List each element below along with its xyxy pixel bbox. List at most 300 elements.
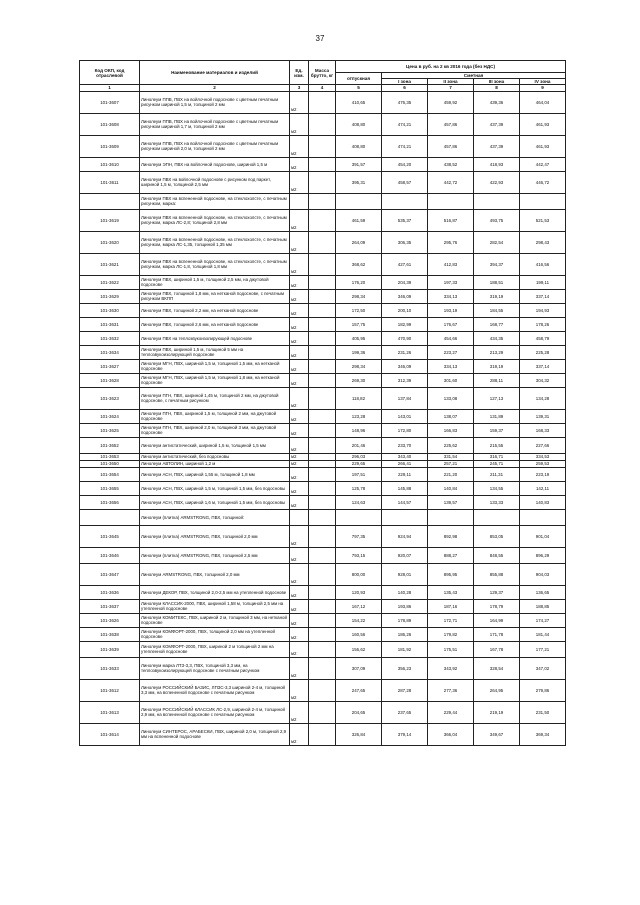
row-zone1: 266,41 xyxy=(382,460,428,467)
row-release: 176,20 xyxy=(336,275,382,289)
header-code: Код ОКП, код отраслевой xyxy=(80,61,140,85)
row-zone4: 140,83 xyxy=(520,495,566,509)
row-code: 101-3631 xyxy=(80,317,140,331)
row-zone2: 138,07 xyxy=(428,409,474,423)
row-zone2: 225,62 xyxy=(428,437,474,453)
row-zone1: 140,28 xyxy=(382,585,428,599)
row-zone2: 895,95 xyxy=(428,563,474,585)
row-unit: м2 xyxy=(290,657,309,679)
row-zone1: 186,26 xyxy=(382,627,428,641)
row-name: Линолеум ПГН, ПВХ, шириной 1,45 м, толщиной 2 мм, на джутовой подоснове, с печатным рисунком xyxy=(140,387,290,409)
row-zone1: 144,57 xyxy=(382,495,428,509)
row-name: Линолеум ПВХ, шириной 1,5 м, толщиной 5 мм на теплозвукоизолирующей подоснове xyxy=(140,345,290,359)
row-unit: м2 xyxy=(290,91,309,113)
row-unit: м2 xyxy=(290,289,309,303)
row-zone2: 334,13 xyxy=(428,359,474,373)
table-row xyxy=(80,317,566,331)
table-row xyxy=(80,679,566,701)
row-zone3: 159,37 xyxy=(474,423,520,437)
row-zone3: 215,55 xyxy=(474,437,520,453)
table-row xyxy=(80,409,566,423)
column-index: 5 xyxy=(336,85,382,91)
row-unit: м2 xyxy=(290,157,309,171)
table-row xyxy=(80,193,566,209)
row-name: Линолеум ППВ, ПВХ на войлочной подоснове с цветным печатным рисунком шириной 1,7 м, толщиной 2 мм xyxy=(140,113,290,135)
row-zone4: 347,02 xyxy=(520,657,566,679)
row-release: 298,34 xyxy=(336,289,382,303)
row-unit: м2 xyxy=(290,303,309,317)
row-release: 405,95 xyxy=(336,331,382,345)
row-release: 154,22 xyxy=(336,613,382,627)
row-zone4: 142,11 xyxy=(520,481,566,495)
table-row xyxy=(80,303,566,317)
row-zone3: 164,99 xyxy=(474,613,520,627)
row-unit: м2 xyxy=(290,253,309,275)
row-code xyxy=(80,193,140,209)
row-zone4: 178,26 xyxy=(520,317,566,331)
row-zone1: 920,07 xyxy=(382,547,428,563)
row-zone4: 442,47 xyxy=(520,157,566,171)
row-mass xyxy=(309,467,336,481)
row-zone3: 127,13 xyxy=(474,387,520,409)
row-mass xyxy=(309,409,336,423)
row-zone3: 437,39 xyxy=(474,135,520,157)
row-unit: м2 xyxy=(290,409,309,423)
table-row xyxy=(80,113,566,135)
row-zone1: 535,37 xyxy=(382,209,428,231)
row-zone2: 442,72 xyxy=(428,171,474,193)
row-zone2: 197,33 xyxy=(428,275,474,289)
row-zone1: 356,23 xyxy=(382,657,428,679)
row-release: 157,75 xyxy=(336,317,382,331)
row-code: 101-3656 xyxy=(80,495,140,509)
row-mass xyxy=(309,209,336,231)
row-zone2: 412,83 xyxy=(428,253,474,275)
row-code: 101-3628 xyxy=(80,373,140,387)
row-mass xyxy=(309,423,336,437)
row-release: 120,93 xyxy=(336,585,382,599)
row-zone4: 521,53 xyxy=(520,209,566,231)
row-zone1: 379,14 xyxy=(382,723,428,745)
row-zone1 xyxy=(382,509,428,525)
row-zone1: 928,01 xyxy=(382,563,428,585)
header-zone3: III зона xyxy=(474,79,520,85)
row-name: Линолеум ПВХ, толщиной 2,2 мм, на нетканой подоснове xyxy=(140,303,290,317)
row-unit: м2 xyxy=(290,723,309,745)
row-release: 148,96 xyxy=(336,423,382,437)
row-code: 101-3614 xyxy=(80,723,140,745)
row-mass xyxy=(309,547,336,563)
table-row xyxy=(80,563,566,585)
row-name: Линолеум (плитка) ARMSTRONG, ПВХ, толщиной 2,5 мм xyxy=(140,547,290,563)
row-mass xyxy=(309,627,336,641)
row-zone3: 264,95 xyxy=(474,679,520,701)
table-row xyxy=(80,289,566,303)
row-mass xyxy=(309,679,336,701)
row-name: Линолеум ЭПН, ПВХ на войлочной подоснове, шириной 1,5 м xyxy=(140,157,290,171)
row-zone4: 259,53 xyxy=(520,460,566,467)
table-body xyxy=(80,91,566,745)
row-zone1: 346,09 xyxy=(382,289,428,303)
row-unit: м2 xyxy=(290,641,309,657)
column-index: 8 xyxy=(474,85,520,91)
row-name: Линолеум марка ЛТЗ-3,3, ПВХ, толщиной 3,3 мм, на теплозвукоизолирующей подоснове с печатным рисунком xyxy=(140,657,290,679)
row-zone4: 464,04 xyxy=(520,91,566,113)
row-unit: м2 xyxy=(290,627,309,641)
column-index: 9 xyxy=(520,85,566,91)
row-zone2: 457,86 xyxy=(428,113,474,135)
row-zone3: 168,77 xyxy=(474,317,520,331)
row-name: Линолеум ПВХ, толщиной 1,8 мм, на нетканой подоснове, с печатным рисунком ВКПП xyxy=(140,289,290,303)
row-mass xyxy=(309,613,336,627)
row-name: Линолеум КОМФОРТ-2000, ПВХ, толщиной 2,0 мм на утепленной подоснове xyxy=(140,627,290,641)
row-release: 793,15 xyxy=(336,547,382,563)
row-zone4: 231,50 xyxy=(520,701,566,723)
row-mass xyxy=(309,359,336,373)
header-zone1: I зона xyxy=(382,79,428,85)
row-zone2: 229,44 xyxy=(428,701,474,723)
row-zone4 xyxy=(520,509,566,525)
table-row xyxy=(80,613,566,627)
row-zone2: 516,87 xyxy=(428,209,474,231)
row-zone4: 416,56 xyxy=(520,253,566,275)
row-release: 296,03 xyxy=(336,453,382,460)
row-release: 797,35 xyxy=(336,525,382,547)
row-code: 101-3619 xyxy=(80,209,140,231)
row-code: 101-3620 xyxy=(80,231,140,253)
row-zone4: 134,28 xyxy=(520,387,566,409)
row-code: 101-3650 xyxy=(80,460,140,467)
row-zone2: 223,27 xyxy=(428,345,474,359)
row-zone1: 137,84 xyxy=(382,387,428,409)
row-zone3 xyxy=(474,509,520,525)
row-zone4: 227,66 xyxy=(520,437,566,453)
row-zone2: 457,86 xyxy=(428,135,474,157)
row-zone1: 343,40 xyxy=(382,453,428,460)
row-zone4: 194,93 xyxy=(520,303,566,317)
row-mass xyxy=(309,509,336,525)
row-unit: м2 xyxy=(290,467,309,481)
row-name: Линолеум МГН, ПВХ, шириной 1,5 м, толщиной 1,8 мм, на нетканой подоснове xyxy=(140,373,290,387)
row-zone2: 301,60 xyxy=(428,373,474,387)
row-name: Линолеум ПВХ, шириной 1,5 м, толщиной 2,5 мм, на джутовой подоснове xyxy=(140,275,290,289)
row-zone4: 181,44 xyxy=(520,627,566,641)
table-row xyxy=(80,547,566,563)
row-zone1: 204,39 xyxy=(382,275,428,289)
column-index: 1 xyxy=(80,85,140,91)
row-mass xyxy=(309,303,336,317)
row-release: 307,09 xyxy=(336,657,382,679)
row-zone3: 418,93 xyxy=(474,157,520,171)
row-code: 101-3653 xyxy=(80,453,140,460)
row-code: 101-3634 xyxy=(80,345,140,359)
row-zone4: 901,04 xyxy=(520,525,566,547)
row-name: Линолеум ПВХ на войлочной подоснове с рисунком под паркет, шириной 1,5 м, толщиной 2,5 мм xyxy=(140,171,290,193)
row-mass xyxy=(309,289,336,303)
row-mass xyxy=(309,91,336,113)
row-mass xyxy=(309,599,336,613)
row-mass xyxy=(309,171,336,193)
row-zone3: 213,29 xyxy=(474,345,520,359)
row-zone1: 237,65 xyxy=(382,701,428,723)
header-unit: Ед. изм. xyxy=(290,61,309,85)
row-zone1: 474,21 xyxy=(382,113,428,135)
row-zone3 xyxy=(474,193,520,209)
row-name: Линолеум МГН, ПВХ, шириной 1,5 м, толщиной 1,5 мм, на нетканой подоснове xyxy=(140,359,290,373)
row-name: Линолеум ПВХ на вспененной подоснове, на стеклохолсте, с печатным рисунком, марка ЛС-2,8; толщиной 2,8 мм xyxy=(140,209,290,231)
row-release: 197,51 xyxy=(336,467,382,481)
row-unit: м2 xyxy=(290,113,309,135)
table-row xyxy=(80,331,566,345)
row-zone2: 139,57 xyxy=(428,495,474,509)
row-release: 408,80 xyxy=(336,135,382,157)
row-zone2 xyxy=(428,509,474,525)
row-code: 101-3626 xyxy=(80,613,140,627)
row-name: Линолеум АСН, ПВХ, шириной 1,55 м, толщиной 1,8 мм xyxy=(140,467,290,481)
row-unit: м2 xyxy=(290,481,309,495)
row-code: 101-3611 xyxy=(80,171,140,193)
row-release xyxy=(336,509,382,525)
page-number: 37 xyxy=(315,34,325,43)
row-zone4: 279,86 xyxy=(520,679,566,701)
table-row xyxy=(80,157,566,171)
row-zone3: 288,11 xyxy=(474,373,520,387)
row-release: 800,00 xyxy=(336,563,382,585)
row-code: 101-3654 xyxy=(80,467,140,481)
row-zone4: 304,32 xyxy=(520,373,566,387)
row-mass xyxy=(309,481,336,495)
row-zone1: 474,21 xyxy=(382,135,428,157)
row-zone3: 219,19 xyxy=(474,701,520,723)
row-name: Линолеум СИНТЕРОС, АРАБЕСКИ, ПВХ, шириной 2,0 м, толщиной 2,9 мм на вспененной подоснове xyxy=(140,723,290,745)
row-zone4: 298,43 xyxy=(520,231,566,253)
row-release: 264,09 xyxy=(336,231,382,253)
row-unit: м2 xyxy=(290,345,309,359)
row-zone4: 136,65 xyxy=(520,585,566,599)
row-release: 461,59 xyxy=(336,209,382,231)
row-code xyxy=(80,509,140,525)
row-zone3: 245,71 xyxy=(474,460,520,467)
row-zone3: 319,19 xyxy=(474,359,520,373)
header-price-group: Цена в руб. на 2 кв 2016 года (без НДС) xyxy=(336,61,566,73)
row-unit: м2 xyxy=(290,547,309,563)
row-unit: м2 xyxy=(290,495,309,509)
row-mass xyxy=(309,387,336,409)
row-name: Линолеум КОМИТЕКС, ПВХ, шириной 2 м, толщиной 3 мм, на нетканой подоснове xyxy=(140,613,290,627)
header-zone4: IV зона xyxy=(520,79,566,85)
row-mass xyxy=(309,135,336,157)
row-mass xyxy=(309,495,336,509)
row-unit: м2 xyxy=(290,679,309,701)
row-release: 298,34 xyxy=(336,359,382,373)
row-zone2: 892,98 xyxy=(428,525,474,547)
row-zone2: 135,43 xyxy=(428,585,474,599)
row-zone3: 133,33 xyxy=(474,495,520,509)
row-unit: м2 xyxy=(290,460,309,467)
row-mass xyxy=(309,453,336,460)
row-name: Линолеум ДЕКОР, ПВХ, толщиной 2,0-2,5 мм на утепленной подоснове xyxy=(140,585,290,599)
row-zone4: 446,72 xyxy=(520,171,566,193)
row-zone1: 193,86 xyxy=(382,599,428,613)
row-zone2: 140,84 xyxy=(428,481,474,495)
row-release: 124,63 xyxy=(336,495,382,509)
row-zone1: 306,35 xyxy=(382,231,428,253)
row-name: Линолеум ПВХ, толщиной 2,6 мм, на нетканой подоснове xyxy=(140,317,290,331)
row-zone2: 343,92 xyxy=(428,657,474,679)
row-mass xyxy=(309,157,336,171)
row-release: 410,65 xyxy=(336,91,382,113)
row-zone1: 312,39 xyxy=(382,373,428,387)
row-unit: м2 xyxy=(290,373,309,387)
row-zone4: 461,93 xyxy=(520,135,566,157)
table-row xyxy=(80,453,566,460)
row-zone4: 225,28 xyxy=(520,345,566,359)
table-row xyxy=(80,657,566,679)
table-row xyxy=(80,525,566,547)
row-zone3: 178,79 xyxy=(474,599,520,613)
table-row xyxy=(80,275,566,289)
table-row xyxy=(80,253,566,275)
row-zone4: 334,53 xyxy=(520,453,566,460)
row-zone1: 145,88 xyxy=(382,481,428,495)
row-name: Линолеум КЛАССИК-2000, ПВХ, шириной 1,58 м, толщиной 2,5 мм на утепленной подоснове xyxy=(140,599,290,613)
row-zone1: 458,57 xyxy=(382,171,428,193)
row-zone3: 439,36 xyxy=(474,91,520,113)
row-zone1: 233,70 xyxy=(382,437,428,453)
row-mass xyxy=(309,275,336,289)
row-unit: м2 xyxy=(290,585,309,599)
row-name: Линолеум антистатический, без подосновы xyxy=(140,453,290,460)
row-code: 101-3636 xyxy=(80,585,140,599)
row-code: 101-3652 xyxy=(80,437,140,453)
row-zone2: 133,08 xyxy=(428,387,474,409)
row-unit: м2 xyxy=(290,275,309,289)
row-release: 201,46 xyxy=(336,437,382,453)
row-zone1: 200,10 xyxy=(382,303,428,317)
table-row xyxy=(80,495,566,509)
row-unit: м2 xyxy=(290,231,309,253)
row-code: 101-3624 xyxy=(80,409,140,423)
row-zone1: 427,61 xyxy=(382,253,428,275)
row-unit: м2 xyxy=(290,359,309,373)
row-mass xyxy=(309,701,336,723)
row-zone4: 177,21 xyxy=(520,641,566,657)
row-name: Линолеум РОССИЙСКИЙ КЛАССИК ЛС-2,9, шириной 2-4 м, толщиной 2,9 мм, на вспененной подоснове с печатным рисунком xyxy=(140,701,290,723)
header-release: отпускная xyxy=(336,73,382,85)
row-release: 204,65 xyxy=(336,701,382,723)
row-zone3: 437,39 xyxy=(474,113,520,135)
row-unit: м2 xyxy=(290,453,309,460)
row-name: Линолеум ПВХ на вспененной подоснове, на стеклохолсте, с печатным рисунком, марка ЛС-1,8, толщиной 1,8 мм xyxy=(140,253,290,275)
row-zone4: 369,34 xyxy=(520,723,566,745)
table-row xyxy=(80,641,566,657)
row-code: 101-3629 xyxy=(80,289,140,303)
row-zone3: 167,78 xyxy=(474,641,520,657)
row-mass xyxy=(309,331,336,345)
row-zone3: 184,55 xyxy=(474,303,520,317)
table-row xyxy=(80,460,566,467)
table-row xyxy=(80,723,566,745)
row-release: 160,56 xyxy=(336,627,382,641)
row-zone3: 434,35 xyxy=(474,331,520,345)
row-zone2: 257,21 xyxy=(428,460,474,467)
row-zone3: 349,67 xyxy=(474,723,520,745)
table-row xyxy=(80,585,566,599)
row-zone4 xyxy=(520,193,566,209)
row-name: Линолеум ППВ, ПВХ на войлочной подоснове с цветным печатным рисунком шириной 2,0 м, толщиной 2 мм xyxy=(140,135,290,157)
row-name: Линолеум ПВХ на вспененной подоснове, на стеклохолсте, с печатным рисунком, марка ЛС-1,35, толщиной 1,35 мм xyxy=(140,231,290,253)
table-row xyxy=(80,373,566,387)
row-unit: м2 xyxy=(290,387,309,409)
row-zone3: 853,05 xyxy=(474,525,520,547)
header-zone2: II зона xyxy=(428,79,474,85)
row-release: 408,80 xyxy=(336,113,382,135)
row-zone2: 366,04 xyxy=(428,723,474,745)
row-code: 101-3621 xyxy=(80,253,140,275)
table-row xyxy=(80,135,566,157)
row-mass xyxy=(309,193,336,209)
row-zone4: 461,93 xyxy=(520,113,566,135)
row-name: Линолеум ППВ, ПВХ на войлочной подоснове с цветным печатным рисунком шириной 1,5 м, толщиной 2 мм xyxy=(140,91,290,113)
row-release: 167,12 xyxy=(336,599,382,613)
table-row xyxy=(80,481,566,495)
table-row xyxy=(80,599,566,613)
row-mass xyxy=(309,460,336,467)
column-index: 6 xyxy=(382,85,428,91)
row-unit: м2 xyxy=(290,563,309,585)
table-row xyxy=(80,437,566,453)
row-mass xyxy=(309,373,336,387)
row-name: Линолеум РОССИЙСКИЙ БАЗИС, ЛПЗС-3,3 шириной 2-4 м, толщиной 3,3 мм, на вспененной подоснове с печатным рисунком xyxy=(140,679,290,701)
row-unit: м2 xyxy=(290,317,309,331)
row-zone3: 422,93 xyxy=(474,171,520,193)
row-zone3: 134,55 xyxy=(474,481,520,495)
row-name: Линолеум (плитка) ARMSTRONG, ПВХ, толщиной 2,0 мм xyxy=(140,525,290,547)
row-zone4: 199,11 xyxy=(520,275,566,289)
row-mass xyxy=(309,525,336,547)
row-code: 101-3637 xyxy=(80,599,140,613)
row-zone2: 179,82 xyxy=(428,627,474,641)
header-name: Наименование материалов и изделий xyxy=(140,61,290,85)
row-release: 156,62 xyxy=(336,641,382,657)
row-mass xyxy=(309,317,336,331)
row-name: Линолеум ARMSTRONG, ПВХ, толщиной 2,0 мм xyxy=(140,563,290,585)
row-zone3: 328,54 xyxy=(474,657,520,679)
row-code: 101-3646 xyxy=(80,547,140,563)
row-zone2: 334,13 xyxy=(428,289,474,303)
price-table xyxy=(79,60,566,746)
row-code: 101-3622 xyxy=(80,275,140,289)
row-zone2: 221,20 xyxy=(428,467,474,481)
table-row xyxy=(80,359,566,373)
table-row xyxy=(80,345,566,359)
row-zone3: 493,75 xyxy=(474,209,520,231)
row-code: 101-3627 xyxy=(80,359,140,373)
row-mass xyxy=(309,253,336,275)
table-row xyxy=(80,701,566,723)
table-row xyxy=(80,467,566,481)
row-code: 101-3625 xyxy=(80,423,140,437)
row-zone2: 331,54 xyxy=(428,453,474,460)
row-unit: м2 xyxy=(290,437,309,453)
row-zone1 xyxy=(382,193,428,209)
row-mass xyxy=(309,657,336,679)
row-zone4: 904,03 xyxy=(520,563,566,585)
table-row xyxy=(80,509,566,525)
row-zone4: 458,79 xyxy=(520,331,566,345)
row-code: 101-3632 xyxy=(80,331,140,345)
row-code: 101-3608 xyxy=(80,113,140,135)
